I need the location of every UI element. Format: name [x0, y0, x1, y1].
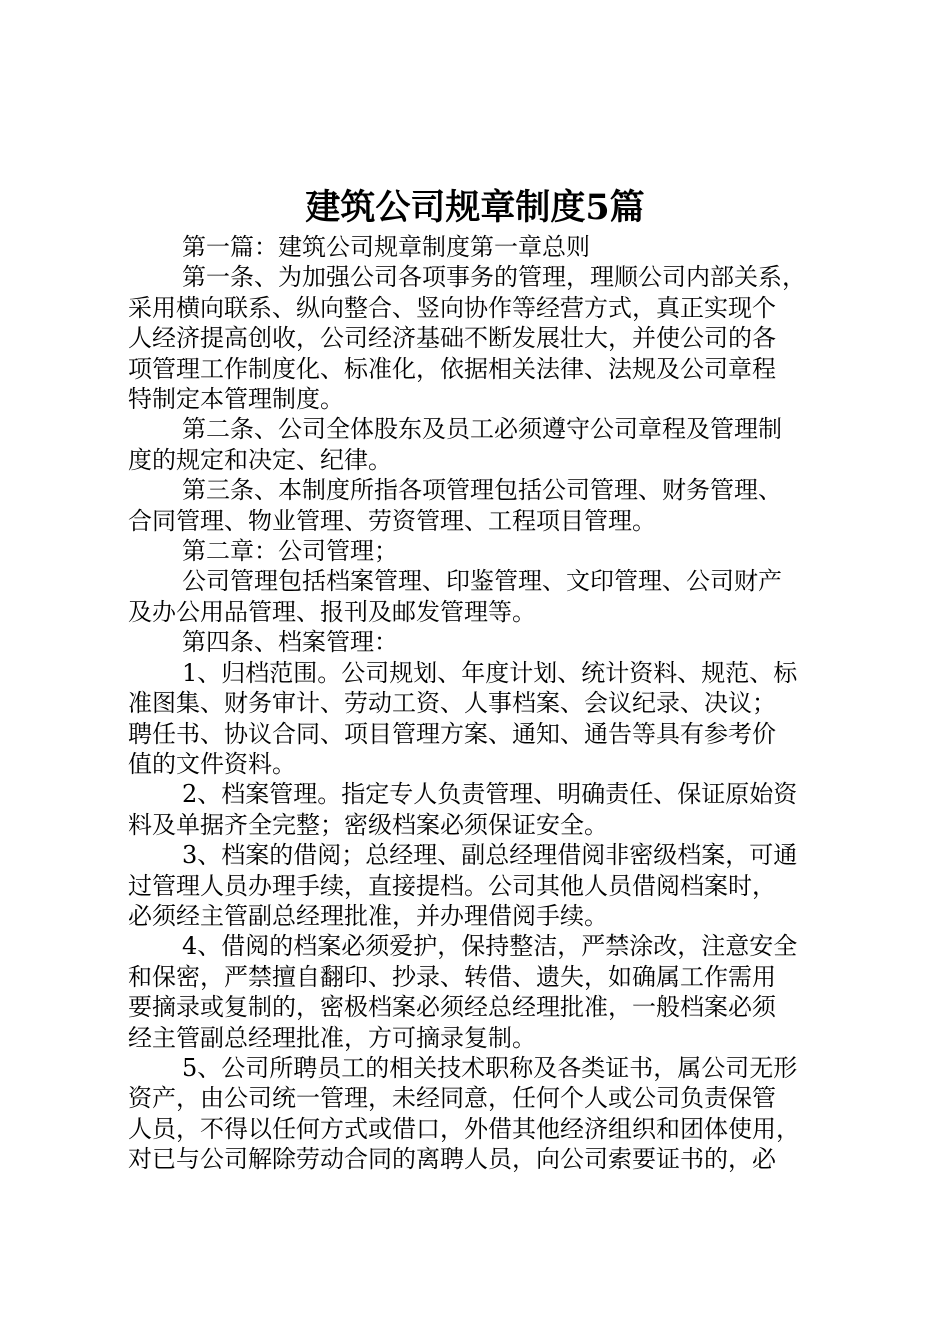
text-line: 第一篇：建筑公司规章制度第一章总则	[182, 233, 590, 261]
text-line: 对已与公司解除劳动合同的离聘人员，向公司索要证书的，必	[128, 1145, 776, 1174]
document-title: 建筑公司规章制度5篇	[305, 187, 645, 228]
text-line: 第一条、为加强公司各项事务的管理，理顺公司内部关系，	[182, 263, 806, 292]
text-line: 经主管副总经理批准，方可摘录复制。	[128, 1023, 536, 1052]
text-line: 5、公司所聘员工的相关技术职称及各类证书，属公司无形	[182, 1053, 798, 1082]
text-line: 要摘录或复制的，密极档案必须经总经理批准，一般档案必须	[128, 993, 776, 1022]
text-line: 值的文件资料。	[128, 749, 296, 778]
text-line: 及办公用品管理、报刊及邮发管理等。	[128, 597, 536, 626]
text-line: 人经济提高创收，公司经济基础不断发展壮大，并使公司的各	[128, 324, 776, 353]
text-line: 特制定本管理制度。	[128, 385, 344, 414]
text-line: 准图集、财务审计、劳动工资、人事档案、会议纪录、决议；	[128, 689, 776, 718]
text-line: 4、借阅的档案必须爱护，保持整洁，严禁涂改，注意安全	[182, 932, 798, 961]
document-body	[128, 232, 834, 1175]
text-line: 聘任书、协议合同、项目管理方案、通知、通告等具有参考价	[128, 719, 776, 748]
text-line: 第三条、本制度所指各项管理包括公司管理、财务管理、	[182, 476, 782, 505]
text-line: 和保密，严禁擅自翻印、抄录、转借、遗失，如确属工作需用	[128, 962, 776, 991]
text-line: 资产，由公司统一管理，未经同意，任何个人或公司负责保管	[128, 1084, 776, 1113]
text-line: 合同管理、物业管理、劳资管理、工程项目管理。	[128, 506, 656, 535]
text-line: 1、归档范围。公司规划、年度计划、统计资料、规范、标	[182, 658, 798, 687]
text-line: 人员，不得以任何方式或借口，外借其他经济组织和团体使用，	[128, 1114, 800, 1143]
text-line: 第四条、档案管理：	[182, 628, 398, 657]
text-line: 项管理工作制度化、标准化，依据相关法律、法规及公司章程	[128, 354, 776, 383]
text-line: 公司管理包括档案管理、印鉴管理、文印管理、公司财产	[182, 567, 782, 596]
text-line: 度的规定和决定、纪律。	[128, 445, 392, 474]
text-line: 2、档案管理。指定专人负责管理、明确责任、保证原始资	[182, 780, 798, 809]
text-line: 采用横向联系、纵向整合、竖向协作等经营方式，真正实现个	[128, 293, 776, 322]
text-line: 第二条、公司全体股东及员工必须遵守公司章程及管理制	[182, 415, 782, 444]
text-line: 第二章：公司管理；	[182, 537, 398, 566]
text-line: 必须经主管副总经理批准，并办理借阅手续。	[128, 901, 608, 930]
text-line: 料及单据齐全完整；密级档案必须保证安全。	[128, 810, 608, 839]
text-line: 3、档案的借阅；总经理、副总经理借阅非密级档案，可通	[182, 841, 798, 870]
text-line: 过管理人员办理手续，直接提档。公司其他人员借阅档案时，	[128, 871, 776, 900]
